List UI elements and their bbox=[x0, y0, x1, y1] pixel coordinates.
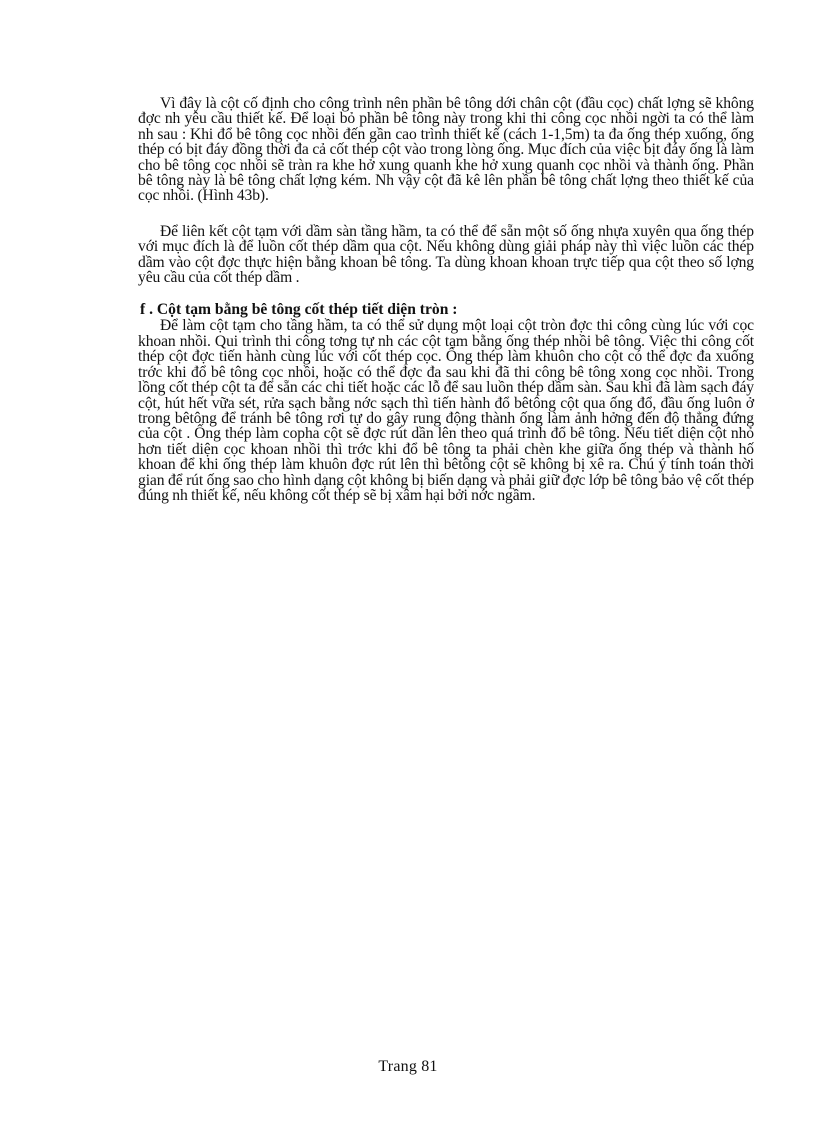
page-number: Trang 81 bbox=[378, 1058, 438, 1075]
paragraph-round-rc-column: Để làm cột tạm cho tầng hầm, ta có thể sử dụng một loại cột tròn đợc thi công cùng lúc với cọc khoan nhồi. Qui trình thi công tơng tự nh các cột tạm bằng ống thép nhồi bê tông. Việc thi công cốt thép cột đợc tiến hành cùng lúc với cốt thép cọc. Ống thép làm khuôn cho cột có thể đợc đa xuống trớc khi đổ bê tông cọc nhồi, hoặc có thể đợc đa sau khi đã thi công bê tông xong cọc nhồi. Trong lồng cốt thép cột ta để sẵn các chi tiết hoặc các lỗ để sau luồn thép dầm sàn. Sau khi đã làm sạch đáy cột, hút hết vữa sét, rửa sạch bằng nớc sạch thì tiến hành đổ bêtông cột qua ống đổ, đầu ống luôn ở trong bêtông để tránh bê tông rơi tự do gây rung động thành ống làm ảnh hởng đến độ thẳng đứng của cột . Ống thép làm copha cột sẽ đợc rút dần lên theo quá trình đổ bê tông. Nếu tiết diện cột nhỏ hơn tiết diện cọc khoan nhồi thì trớc khi đổ bê tông ta phải chèn khe giữa ống thép và thành hố khoan để khi ống thép làm khuôn đợc rút lên thì bêtông cột sẽ không bị xê ra. Chú ý tính toán thời gian để rút ống sao cho hình dạng cột không bị biến dạng và phải giữ đợc lớp bê tông bảo vệ cốt thép đúng nh thiết kế, nếu không cốt thép sẽ bị xâm hại bởi nớc ngầm. bbox=[138, 317, 754, 504]
paragraph-beam-connection: Để liên kết cột tạm với dầm sàn tầng hầm, ta có thể để sẵn một số ống nhựa xuyên qua ống thép với mục đích là để luồn cốt thép dầm qua cột. Nếu không dùng giải pháp này thì việc luồn các thép dầm vào cột đợc thực hiện bằng khoan bê tông. Ta dùng khoan khoan trực tiếp qua cột theo số lợng yêu cầu của cốt thép dầm . bbox=[138, 222, 754, 287]
paragraph-temporary-column-pile: Vì đây là cột cố định cho công trình nên phần bê tông dới chân cột (đầu cọc) chất lợng sẽ không đợc nh yêu cầu thiết kế. Để loại bỏ phần bê tông này trong khi thi công cọc nhồi ngời ta có thể làm nh sau : Khi đổ bê tông cọc nhồi đến gần cao trình thiết kế (cách 1-1,5m) ta đa ống thép xuống, ống thép có bịt đáy đồng thời đa cả cốt thép cột vào trong lòng ống. Mục đích của việc bịt đáy ống là làm cho bê tông cọc nhồi sẽ tràn ra khe hở xung quanh khe hở xung quanh cọc nhồi và thành ống. Phần bê tông này là bê tông chất lợng kém. Nh vậy cột đã kê lên phần bê tông chất lợng theo thiết kế của cọc nhồi. (Hình 43b). bbox=[138, 95, 754, 205]
page-content bbox=[138, 96, 754, 503]
section-heading-round-rc-column: f . Cột tạm bằng bê tông cốt thép tiết diện tròn : bbox=[140, 301, 458, 319]
